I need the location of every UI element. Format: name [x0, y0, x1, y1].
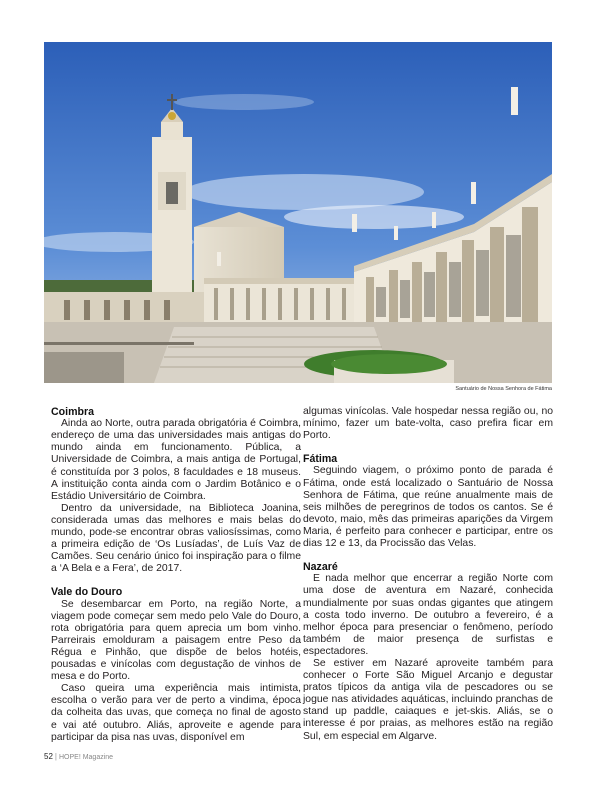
coimbra-paragraph-2: Dentro da universidade, na Biblioteca Joanina, considerada umas das melhores e mais belas do mundo, pode-se encontrar obras valiosíssimas, como a primeira edição de ‘Os Lusíadas’, de Luís Vaz de Camões. Seu cenário único foi inspiração para o filme a ‘A Bela e a Fera’, de 2017. [51, 502, 301, 575]
section-title-nazare: Nazaré [303, 561, 338, 574]
section-title-vale-do-douro: Vale do Douro [51, 586, 123, 599]
nazare-paragraph-2: Se estiver em Nazaré aproveite também para conhecer o Forte São Miguel Arcanjo e degustar pratos típicos da antiga vila de pescadores ou se jogue nas atividades aquáticas, incluindo pranchas de stand up paddle, caiaques e jet-skis. Aliás, se o interesse é por praias, as melhores estão na região Sul, em especial em Algarve. [303, 658, 553, 742]
douro-paragraph-2-continued: algumas vinícolas. Vale hospedar nessa região ou, no mínimo, fazer um bate-volta, caso prefira ficar em Porto. [303, 406, 553, 442]
douro-paragraph-1: Se desembarcar em Porto, na região Norte, a viagem pode começar sem medo pelo Vale do Douro, rota obrigatória para quem aprecia um bom vinho. Parreirais emolduram a paisagem entre Peso da Régua e Pinhão, que dispõe de belos hotéis, pousadas e vinícolas com degustação de vinhos de mesa e do Porto. [51, 598, 301, 683]
photo-caption: Santuário de Nossa Senhora de Fátima [455, 386, 552, 392]
page-footer [44, 752, 113, 761]
footer-separator: | [54, 752, 57, 761]
magazine-name: HOPE! Magazine [58, 754, 114, 761]
page-number: 52 [44, 752, 53, 761]
fatima-paragraph-1: Seguindo viagem, o próximo ponto de parada é Fátima, onde está localizado o Santuário de Nossa Senhora de Fátima, que reúne anualmente mais de seis milhões de peregrinos de todos os cantos. Se é devoto, maio, mês das primeiras aparições da Virgem Maria, é perfeito para conhecer e participar, entre os dias 12 e 13, da Procissão das Velas. [303, 465, 553, 550]
section-title-coimbra: Coimbra [51, 406, 94, 418]
section-title-fatima: Fátima [303, 453, 338, 466]
nazare-paragraph-1: E nada melhor que encerrar a região Norte com uma dose de aventura em Nazaré, conhecida mundialmente por suas ondas gigantes que atingem a costa todo inverno. De outubro a fevereiro, é a melhor época para presenciar o fenômeno, período também de maior presença de surfistas e espectadores. [303, 573, 553, 657]
right-column [303, 406, 553, 743]
coimbra-paragraph-1: Ainda ao Norte, outra parada obrigatória é Coimbra, endereço de uma das universidades mais antigas do mundo ainda em funcionamento. Pública, a Universidade de Coimbra, a mais antiga de Portugal, é constituída por 3 polos, 8 faculdades e 18 museus. A instituição conta ainda com o Jardim Botânico e o Estádio Universitário de Coimbra. [51, 418, 301, 502]
douro-paragraph-2: Caso queira uma experiência mais intimista, escolha o verão para ver de perto a vindima, época da colheita das uvas, que começa no final de agosto e vai até outubro. Aliás, aproveite e agende para participar da pisa nas uvas, disponível em [51, 683, 301, 743]
sanctuary-photo [44, 42, 552, 383]
left-column [51, 406, 301, 744]
